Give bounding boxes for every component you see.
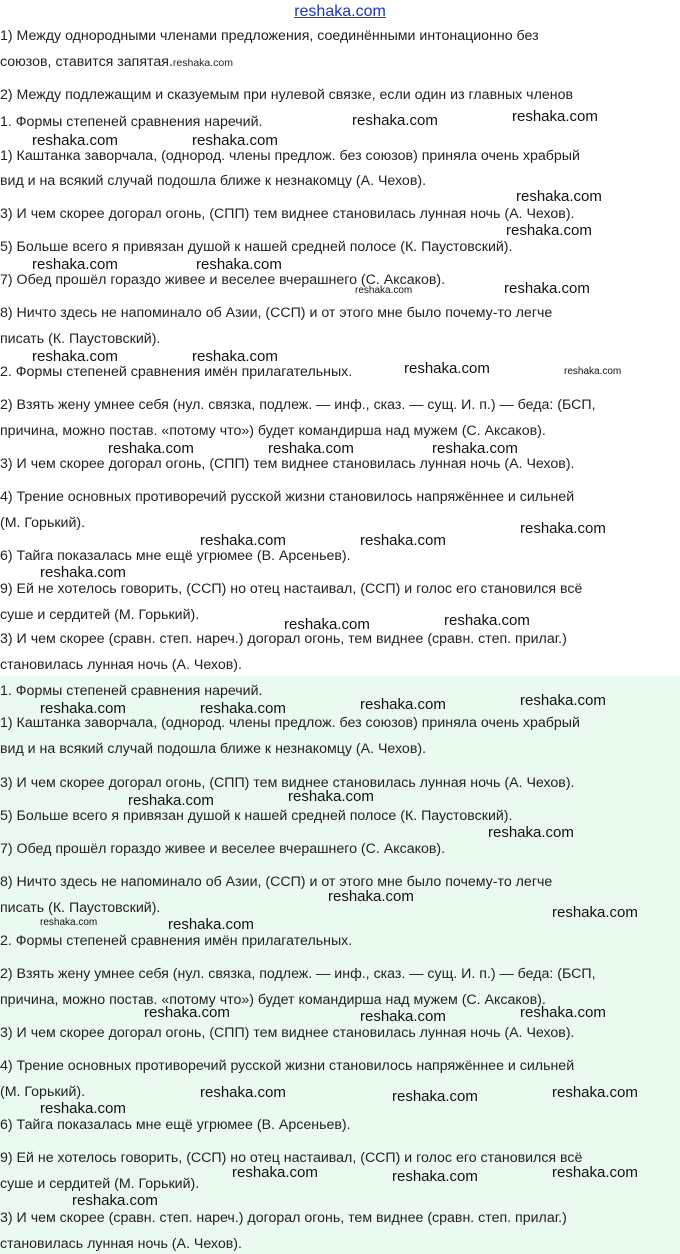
b1-heading-adverbs: 1. Формы степеней сравнения наречий. xyxy=(0,114,263,130)
watermark: reshaka.com xyxy=(144,1004,230,1021)
b1-heading-adjectives: 2. Формы степеней сравнения имён прилагательных. xyxy=(0,364,353,380)
watermark: reshaka.com xyxy=(200,1084,286,1101)
site-header xyxy=(0,0,680,24)
watermark: reshaka.com xyxy=(268,440,354,457)
b1-sentence-3: 3) И чем скорее догорал огонь, (СПП) тем виднее становилась лунная ночь (А. Чехов). xyxy=(0,206,575,222)
b2-sentence-8-line-1: 8) Ничто здесь не напоминало об Азии, (ССП) и от этого мне было почему-то легче xyxy=(0,874,553,890)
b2-summary-line-2: становилась лунная ночь (А. Чехов). xyxy=(0,1236,242,1252)
watermark: reshaka.com xyxy=(108,440,194,457)
b1-adj-2-line-1: 2) Взять жену умнее себя (нул. связка, подлеж. — инф., сказ. — сущ. И. п.) — беда: (БСП, xyxy=(0,397,596,413)
b2-sentence-1-line-2: вид и на всякий случай подошла ближе к незнакомцу (А. Чехов). xyxy=(0,741,427,757)
b1-adj-6: 6) Тайга показалась мне ещё угрюмее (В. Арсеньев). xyxy=(0,548,351,564)
b2-adj-9-line-1: 9) Ей не хотелось говорить, (ССП) но отец настаивал, (ССП) и голос его становился всё xyxy=(0,1150,583,1166)
b2-adj-2-line-2: причина, можно постав. «потому что») будет командирша над мужем (С. Аксаков). xyxy=(0,992,546,1008)
watermark: reshaka.com xyxy=(432,440,518,457)
b2-heading-adjectives: 2. Формы степеней сравнения имён прилагательных. xyxy=(0,933,353,949)
watermark: reshaka.com xyxy=(192,132,278,149)
watermark: reshaka.com xyxy=(328,888,414,905)
site-link[interactable]: reshaka.com xyxy=(294,3,386,20)
watermark: reshaka.com xyxy=(404,360,490,377)
b2-sentence-5: 5) Больше всего я привязан душой к нашей средней полосе (К. Паустовский). xyxy=(0,808,513,824)
b1-adj-4-line-1: 4) Трение основных противоречий русской жизни становилось напряжённее и сильней xyxy=(0,489,575,505)
b1-adj-4-line-2: (М. Горький). xyxy=(0,515,86,531)
b2-sentence-8-line-2: писать (К. Паустовский). xyxy=(0,900,161,916)
b2-adj-4-line-2: (М. Горький). xyxy=(0,1084,86,1100)
watermark: reshaka.com xyxy=(520,520,606,537)
watermark: reshaka.com xyxy=(552,904,638,921)
b2-adj-3: 3) И чем скорее догорал огонь, (СПП) тем виднее становилась лунная ночь (А. Чехов). xyxy=(0,1025,575,1041)
b1-adj-3: 3) И чем скорее догорал огонь, (СПП) тем виднее становилась лунная ночь (А. Чехов). xyxy=(0,456,575,472)
watermark: reshaka.com xyxy=(360,696,446,713)
watermark: reshaka.com xyxy=(288,788,374,805)
b2-summary-line-1: 3) И чем скорее (сравн. степ. нареч.) догорал огонь, тем виднее (сравн. степ. прилаг.) xyxy=(0,1210,567,1226)
b1-sentence-5: 5) Больше всего я привязан душой к нашей средней полосе (К. Паустовский). xyxy=(0,239,513,255)
watermark: reshaka.com xyxy=(200,700,286,717)
watermark: reshaka.com xyxy=(32,132,118,149)
rule-2: 2) Между подлежащим и сказуемым при нулевой связке, если один из главных членов xyxy=(0,87,573,103)
watermark: reshaka.com xyxy=(192,348,278,365)
watermark: reshaka.com xyxy=(392,1088,478,1105)
rule-1-text: союзов, ставится запятая. xyxy=(0,54,173,70)
rule-1-line-1: 1) Между однородными членами предложения, соединёнными интонационно без xyxy=(0,28,539,44)
b1-sentence-8-line-2: писать (К. Паустовский). xyxy=(0,331,161,347)
watermark: reshaka.com xyxy=(360,1008,446,1025)
watermark: reshaka.com xyxy=(520,1004,606,1021)
watermark: reshaka.com xyxy=(32,348,118,365)
watermark: reshaka.com xyxy=(516,188,602,205)
b1-adj-9-line-2: суше и сердитей (М. Горький). xyxy=(0,607,200,623)
b1-adj-2-line-2: причина, можно постав. «потому что») будет командирша над мужем (С. Аксаков). xyxy=(0,423,546,439)
watermark: reshaka.com xyxy=(564,366,622,377)
watermark: reshaka.com xyxy=(196,256,282,273)
watermark: reshaka.com xyxy=(40,564,126,581)
b1-sentence-1-line-1: 1) Каштанка заворчала, (однород. члены предлож. без союзов) приняла очень храбрый xyxy=(0,148,580,164)
b1-sentence-8-line-1: 8) Ничто здесь не напоминало об Азии, (ССП) и от этого мне было почему-то легче xyxy=(0,305,553,321)
watermark: reshaka.com xyxy=(40,1100,126,1117)
b1-adj-9-line-1: 9) Ей не хотелось говорить, (ССП) но отец настаивал, (ССП) и голос его становился всё xyxy=(0,581,583,597)
watermark: reshaka.com xyxy=(360,532,446,549)
watermark: reshaka.com xyxy=(40,700,126,717)
watermark: reshaka.com xyxy=(284,616,370,633)
b2-heading-adverbs: 1. Формы степеней сравнения наречий. xyxy=(0,683,263,699)
watermark: reshaka.com xyxy=(520,692,606,709)
watermark: reshaka.com xyxy=(128,792,214,809)
b2-adj-4-line-1: 4) Трение основных противоречий русской жизни становилось напряжённее и сильней xyxy=(0,1058,575,1074)
rule-1-line-2 xyxy=(0,53,233,72)
watermark: reshaka.com xyxy=(355,285,413,296)
watermark: reshaka.com xyxy=(168,916,254,933)
b2-adj-6: 6) Тайга показалась мне ещё угрюмее (В. Арсеньев). xyxy=(0,1117,351,1133)
b1-sentence-1-line-2: вид и на всякий случай подошла ближе к незнакомцу (А. Чехов). xyxy=(0,173,427,189)
watermark: reshaka.com xyxy=(512,108,598,125)
watermark: reshaka.com xyxy=(444,612,530,629)
watermark: reshaka.com xyxy=(40,917,98,928)
watermark: reshaka.com xyxy=(504,280,590,297)
watermark: reshaka.com xyxy=(352,112,438,129)
watermark: reshaka.com xyxy=(506,222,592,239)
b2-sentence-7: 7) Обед прошёл гораздо живее и веселее вчерашнего (С. Аксаков). xyxy=(0,841,446,857)
inline-watermark: reshaka.com xyxy=(172,57,234,69)
watermark: reshaka.com xyxy=(200,532,286,549)
b2-sentence-3: 3) И чем скорее догорал огонь, (СПП) тем виднее становилась лунная ночь (А. Чехов). xyxy=(0,775,575,791)
b1-summary-line-1: 3) И чем скорее (сравн. степ. нареч.) догорал огонь, тем виднее (сравн. степ. прилаг.) xyxy=(0,631,567,647)
b1-summary-line-2: становилась лунная ночь (А. Чехов). xyxy=(0,657,242,673)
b2-sentence-1-line-1: 1) Каштанка заворчала, (однород. члены предлож. без союзов) приняла очень храбрый xyxy=(0,715,580,731)
watermark: reshaka.com xyxy=(232,1164,318,1181)
b2-adj-2-line-1: 2) Взять жену умнее себя (нул. связка, подлеж. — инф., сказ. — сущ. И. п.) — беда: (БСП, xyxy=(0,966,596,982)
watermark: reshaka.com xyxy=(72,1192,158,1209)
watermark: reshaka.com xyxy=(552,1164,638,1181)
b1-sentence-7: 7) Обед прошёл гораздо живее и веселее вчерашнего (С. Аксаков). xyxy=(0,272,446,288)
watermark: reshaka.com xyxy=(32,256,118,273)
watermark: reshaka.com xyxy=(488,824,574,841)
b2-adj-9-line-2: суше и сердитей (М. Горький). xyxy=(0,1176,200,1192)
watermark: reshaka.com xyxy=(552,1084,638,1101)
watermark: reshaka.com xyxy=(392,1168,478,1185)
